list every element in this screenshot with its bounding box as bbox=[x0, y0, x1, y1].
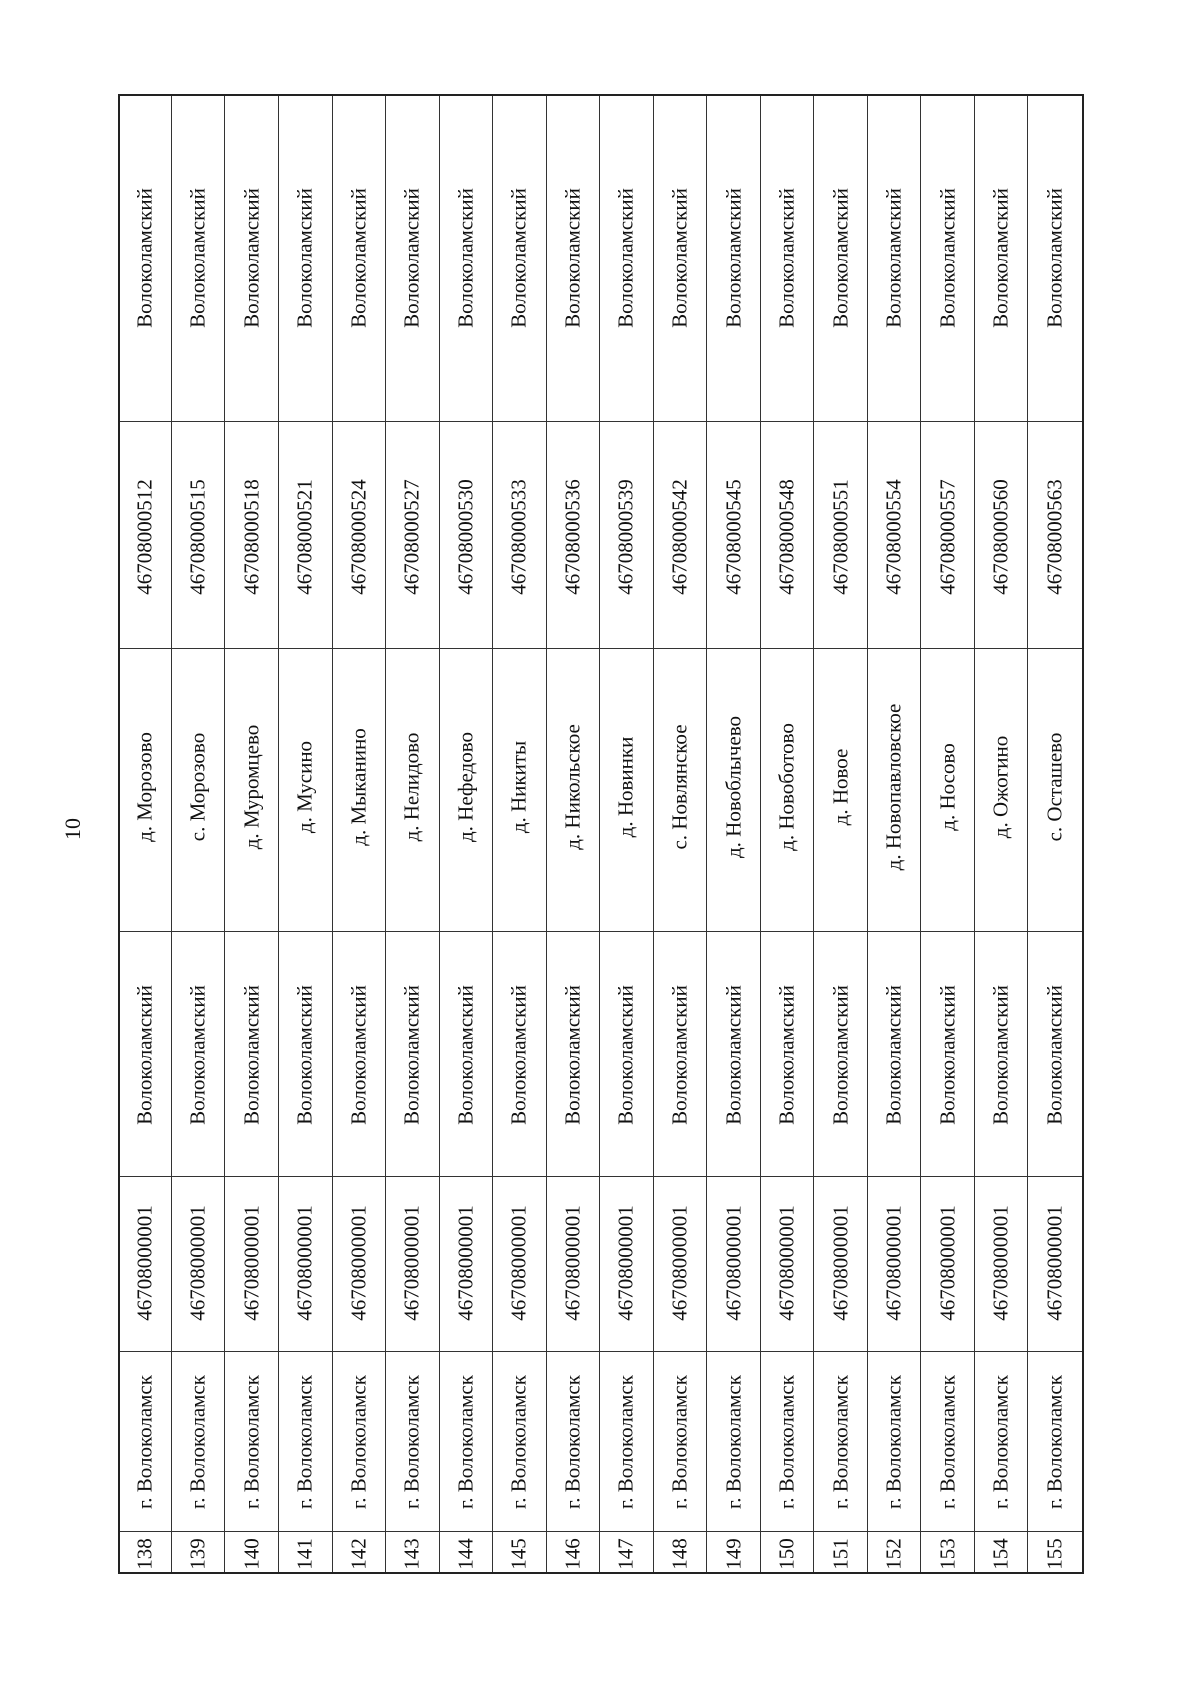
city-cell bbox=[547, 1351, 600, 1531]
district-cell bbox=[975, 96, 1028, 421]
district-text: Волоколамский bbox=[560, 188, 585, 328]
city-text: г. Волоколамск bbox=[453, 1375, 478, 1509]
city-text: г. Волоколамск bbox=[667, 1375, 692, 1509]
table-row bbox=[386, 96, 440, 1572]
city-cell bbox=[120, 1351, 171, 1531]
settlement-cell bbox=[600, 648, 653, 931]
city-code-cell bbox=[975, 1176, 1028, 1351]
city-code-text: 46708000001 bbox=[239, 1205, 264, 1321]
settlement-text: д. Новое bbox=[828, 748, 853, 826]
district-text: Волоколамский bbox=[721, 188, 746, 328]
district-text: Волоколамский bbox=[881, 188, 906, 328]
settlement-code-text: 46708000521 bbox=[292, 479, 317, 595]
settlement-code-cell bbox=[333, 421, 386, 648]
city-text: г. Волоколамск bbox=[239, 1375, 264, 1509]
table-row bbox=[761, 96, 815, 1572]
city-text: г. Волоколамск bbox=[988, 1375, 1013, 1509]
table-row bbox=[654, 96, 708, 1572]
settlement-text: д. Носово bbox=[935, 743, 960, 831]
city-district-text: Волоколамский bbox=[721, 985, 746, 1125]
city-district-text: Волоколамский bbox=[185, 985, 210, 1125]
settlement-cell bbox=[386, 648, 439, 931]
city-district-text: Волоколамский bbox=[774, 985, 799, 1125]
city-cell bbox=[386, 1351, 439, 1531]
city-district-cell bbox=[440, 931, 493, 1176]
city-cell bbox=[493, 1351, 546, 1531]
district-text: Волоколамский bbox=[292, 188, 317, 328]
row-number-text: 138 bbox=[132, 1538, 157, 1570]
settlement-cell bbox=[975, 648, 1028, 931]
city-code-cell bbox=[333, 1176, 386, 1351]
district-text: Волоколамский bbox=[346, 188, 371, 328]
city-code-text: 46708000001 bbox=[881, 1205, 906, 1321]
table-row bbox=[868, 96, 922, 1572]
district-cell bbox=[600, 96, 653, 421]
city-district-cell bbox=[921, 931, 974, 1176]
settlement-text: д. Нелидово bbox=[399, 732, 424, 842]
city-cell bbox=[279, 1351, 332, 1531]
city-code-text: 46708000001 bbox=[132, 1205, 157, 1321]
settlement-text: д. Муромцево bbox=[239, 724, 264, 850]
row-number-cell bbox=[225, 1531, 278, 1576]
city-cell bbox=[225, 1351, 278, 1531]
district-cell bbox=[1028, 96, 1082, 421]
settlement-code-text: 46708000530 bbox=[453, 479, 478, 595]
row-number-text: 149 bbox=[721, 1538, 746, 1570]
district-text: Волоколамский bbox=[506, 188, 531, 328]
city-code-text: 46708000001 bbox=[613, 1205, 638, 1321]
city-district-cell bbox=[279, 931, 332, 1176]
city-text: г. Волоколамск bbox=[613, 1375, 638, 1509]
table-row bbox=[547, 96, 601, 1572]
settlement-code-text: 46708000542 bbox=[667, 479, 692, 595]
city-code-cell bbox=[600, 1176, 653, 1351]
city-code-cell bbox=[921, 1176, 974, 1351]
row-number-text: 141 bbox=[292, 1538, 317, 1570]
city-district-text: Волоколамский bbox=[292, 985, 317, 1125]
city-code-text: 46708000001 bbox=[988, 1205, 1013, 1321]
city-code-text: 46708000001 bbox=[828, 1205, 853, 1321]
city-district-text: Волоколамский bbox=[1042, 985, 1067, 1125]
settlement-cell bbox=[921, 648, 974, 931]
row-number-text: 152 bbox=[881, 1538, 906, 1570]
row-number-cell bbox=[868, 1531, 921, 1576]
district-cell bbox=[761, 96, 814, 421]
row-number-text: 139 bbox=[185, 1538, 210, 1570]
city-district-text: Волоколамский bbox=[988, 985, 1013, 1125]
district-text: Волоколамский bbox=[613, 188, 638, 328]
city-district-cell bbox=[1028, 931, 1082, 1176]
settlement-cell bbox=[868, 648, 921, 931]
row-number-text: 140 bbox=[239, 1538, 264, 1570]
city-code-cell bbox=[707, 1176, 760, 1351]
table-row bbox=[225, 96, 279, 1572]
district-text: Волоколамский bbox=[774, 188, 799, 328]
city-code-cell bbox=[547, 1176, 600, 1351]
city-district-text: Волоколамский bbox=[828, 985, 853, 1125]
row-number-cell bbox=[707, 1531, 760, 1576]
city-text: г. Волоколамск bbox=[506, 1375, 531, 1509]
row-number-cell bbox=[600, 1531, 653, 1576]
city-district-cell bbox=[707, 931, 760, 1176]
row-number-text: 153 bbox=[935, 1538, 960, 1570]
table-row bbox=[279, 96, 333, 1572]
city-code-text: 46708000001 bbox=[774, 1205, 799, 1321]
row-number-cell bbox=[654, 1531, 707, 1576]
city-cell bbox=[814, 1351, 867, 1531]
settlement-code-cell bbox=[172, 421, 225, 648]
city-district-text: Волоколамский bbox=[560, 985, 585, 1125]
city-district-cell bbox=[654, 931, 707, 1176]
city-text: г. Волоколамск bbox=[399, 1375, 424, 1509]
row-number-text: 146 bbox=[560, 1538, 585, 1570]
city-code-text: 46708000001 bbox=[399, 1205, 424, 1321]
city-code-text: 46708000001 bbox=[560, 1205, 585, 1321]
city-district-cell bbox=[333, 931, 386, 1176]
settlement-code-cell bbox=[600, 421, 653, 648]
settlement-text: д. Новоблычево bbox=[721, 715, 746, 859]
district-text: Волоколамский bbox=[828, 188, 853, 328]
row-number-text: 142 bbox=[346, 1538, 371, 1570]
row-number-text: 154 bbox=[988, 1538, 1013, 1570]
table-row bbox=[120, 96, 172, 1572]
settlement-text: с. Морозово bbox=[185, 732, 210, 842]
row-number-cell bbox=[120, 1531, 171, 1576]
row-number-text: 155 bbox=[1042, 1538, 1067, 1570]
city-cell bbox=[333, 1351, 386, 1531]
district-text: Волоколамский bbox=[185, 188, 210, 328]
settlement-cell bbox=[120, 648, 171, 931]
city-text: г. Волоколамск bbox=[292, 1375, 317, 1509]
row-number-cell bbox=[386, 1531, 439, 1576]
city-text: г. Волоколамск bbox=[828, 1375, 853, 1509]
settlement-code-text: 46708000539 bbox=[613, 479, 638, 595]
city-text: г. Волоколамск bbox=[132, 1375, 157, 1509]
settlement-code-text: 46708000533 bbox=[506, 479, 531, 595]
city-cell bbox=[975, 1351, 1028, 1531]
settlement-text: д. Нефедово bbox=[453, 731, 478, 843]
settlement-code-cell bbox=[654, 421, 707, 648]
row-number-cell bbox=[814, 1531, 867, 1576]
row-number-text: 145 bbox=[506, 1538, 531, 1570]
row-number-text: 143 bbox=[399, 1538, 424, 1570]
settlement-text: д. Мыканино bbox=[346, 728, 371, 846]
city-code-text: 46708000001 bbox=[721, 1205, 746, 1321]
settlement-text: д. Мусино bbox=[292, 740, 317, 834]
district-cell bbox=[279, 96, 332, 421]
city-district-text: Волоколамский bbox=[453, 985, 478, 1125]
city-district-text: Волоколамский bbox=[239, 985, 264, 1125]
settlement-text: д. Новопавловское bbox=[881, 703, 906, 871]
city-district-cell bbox=[120, 931, 171, 1176]
district-cell bbox=[440, 96, 493, 421]
district-cell bbox=[868, 96, 921, 421]
settlement-text: д. Ожогино bbox=[988, 735, 1013, 839]
city-cell bbox=[761, 1351, 814, 1531]
settlement-text: д. Новинки bbox=[613, 736, 638, 838]
district-text: Волоколамский bbox=[667, 188, 692, 328]
city-district-text: Волоколамский bbox=[935, 985, 960, 1125]
settlement-cell bbox=[1028, 648, 1082, 931]
city-text: г. Волоколамск bbox=[721, 1375, 746, 1509]
settlement-code-cell bbox=[707, 421, 760, 648]
district-text: Волоколамский bbox=[988, 188, 1013, 328]
city-district-cell bbox=[761, 931, 814, 1176]
settlement-cell bbox=[333, 648, 386, 931]
city-cell bbox=[172, 1351, 225, 1531]
city-district-cell bbox=[868, 931, 921, 1176]
city-code-cell bbox=[493, 1176, 546, 1351]
page-number: 10 bbox=[60, 818, 85, 840]
district-text: Волоколамский bbox=[399, 188, 424, 328]
row-number-cell bbox=[761, 1531, 814, 1576]
settlement-text: д. Морозово bbox=[132, 732, 157, 842]
settlement-cell bbox=[225, 648, 278, 931]
table-row bbox=[921, 96, 975, 1572]
settlement-code-cell bbox=[279, 421, 332, 648]
settlement-cell bbox=[547, 648, 600, 931]
settlement-code-text: 46708000524 bbox=[346, 479, 371, 595]
city-cell bbox=[868, 1351, 921, 1531]
settlement-code-cell bbox=[921, 421, 974, 648]
city-district-text: Волоколамский bbox=[667, 985, 692, 1125]
city-code-text: 46708000001 bbox=[185, 1205, 210, 1321]
row-number-cell bbox=[547, 1531, 600, 1576]
settlement-cell bbox=[440, 648, 493, 931]
city-code-cell bbox=[386, 1176, 439, 1351]
settlement-code-text: 46708000536 bbox=[560, 479, 585, 595]
city-code-cell bbox=[1028, 1176, 1082, 1351]
district-text: Волоколамский bbox=[453, 188, 478, 328]
city-cell bbox=[600, 1351, 653, 1531]
row-number-text: 150 bbox=[774, 1538, 799, 1570]
settlement-code-cell bbox=[547, 421, 600, 648]
settlement-code-text: 46708000548 bbox=[774, 479, 799, 595]
row-number-cell bbox=[975, 1531, 1028, 1576]
settlement-text: д. Новоботово bbox=[774, 723, 799, 851]
city-district-cell bbox=[386, 931, 439, 1176]
city-code-text: 46708000001 bbox=[453, 1205, 478, 1321]
table-row bbox=[1028, 96, 1082, 1572]
city-code-text: 46708000001 bbox=[667, 1205, 692, 1321]
settlement-cell bbox=[761, 648, 814, 931]
settlement-cell bbox=[814, 648, 867, 931]
settlement-code-cell bbox=[386, 421, 439, 648]
row-number-text: 144 bbox=[453, 1538, 478, 1570]
district-cell bbox=[225, 96, 278, 421]
city-cell bbox=[707, 1351, 760, 1531]
settlement-text: с. Осташево bbox=[1042, 732, 1067, 842]
settlement-code-cell bbox=[975, 421, 1028, 648]
city-code-cell bbox=[279, 1176, 332, 1351]
city-code-text: 46708000001 bbox=[506, 1205, 531, 1321]
city-text: г. Волоколамск bbox=[774, 1375, 799, 1509]
settlement-code-cell bbox=[1028, 421, 1082, 648]
district-cell bbox=[654, 96, 707, 421]
settlement-text: с. Новлянское bbox=[667, 724, 692, 850]
row-number-cell bbox=[921, 1531, 974, 1576]
city-code-cell bbox=[761, 1176, 814, 1351]
district-text: Волоколамский bbox=[1042, 188, 1067, 328]
district-cell bbox=[172, 96, 225, 421]
district-cell bbox=[493, 96, 546, 421]
settlement-text: д. Никольское bbox=[560, 724, 585, 850]
city-cell bbox=[440, 1351, 493, 1531]
district-cell bbox=[120, 96, 171, 421]
city-text: г. Волоколамск bbox=[1042, 1375, 1067, 1509]
settlement-cell bbox=[279, 648, 332, 931]
city-code-text: 46708000001 bbox=[1042, 1205, 1067, 1321]
district-text: Волоколамский bbox=[132, 188, 157, 328]
settlement-code-text: 46708000515 bbox=[185, 479, 210, 595]
table-row bbox=[814, 96, 868, 1572]
city-text: г. Волоколамск bbox=[881, 1375, 906, 1509]
city-district-text: Волоколамский bbox=[506, 985, 531, 1125]
settlement-code-cell bbox=[493, 421, 546, 648]
city-code-cell bbox=[654, 1176, 707, 1351]
settlement-code-text: 46708000518 bbox=[239, 479, 264, 595]
city-district-cell bbox=[814, 931, 867, 1176]
settlement-code-cell bbox=[440, 421, 493, 648]
settlement-code-cell bbox=[120, 421, 171, 648]
settlement-cell bbox=[493, 648, 546, 931]
city-district-text: Волоколамский bbox=[132, 985, 157, 1125]
district-cell bbox=[814, 96, 867, 421]
settlement-code-text: 46708000545 bbox=[721, 479, 746, 595]
settlement-cell bbox=[172, 648, 225, 931]
table-row bbox=[172, 96, 226, 1572]
settlement-cell bbox=[707, 648, 760, 931]
row-number-text: 147 bbox=[613, 1538, 638, 1570]
city-text: г. Волоколамск bbox=[560, 1375, 585, 1509]
row-number-cell bbox=[279, 1531, 332, 1576]
table-row bbox=[440, 96, 494, 1572]
district-cell bbox=[386, 96, 439, 421]
row-number-cell bbox=[440, 1531, 493, 1576]
settlements-table bbox=[118, 94, 1084, 1574]
city-cell bbox=[921, 1351, 974, 1531]
city-text: г. Волоколамск bbox=[185, 1375, 210, 1509]
district-cell bbox=[707, 96, 760, 421]
city-district-text: Волоколамский bbox=[613, 985, 638, 1125]
row-number-cell bbox=[172, 1531, 225, 1576]
settlement-cell bbox=[654, 648, 707, 931]
district-text: Волоколамский bbox=[935, 188, 960, 328]
settlement-code-text: 46708000554 bbox=[881, 479, 906, 595]
settlement-code-cell bbox=[761, 421, 814, 648]
city-text: г. Волоколамск bbox=[346, 1375, 371, 1509]
city-code-cell bbox=[868, 1176, 921, 1351]
district-cell bbox=[921, 96, 974, 421]
city-district-text: Волоколамский bbox=[881, 985, 906, 1125]
settlement-text: д. Никиты bbox=[506, 740, 531, 834]
settlement-code-text: 46708000512 bbox=[132, 479, 157, 595]
district-cell bbox=[547, 96, 600, 421]
settlement-code-text: 46708000551 bbox=[828, 479, 853, 595]
row-number-cell bbox=[493, 1531, 546, 1576]
city-code-text: 46708000001 bbox=[292, 1205, 317, 1321]
city-district-cell bbox=[225, 931, 278, 1176]
city-district-text: Волоколамский bbox=[399, 985, 424, 1125]
table-row bbox=[600, 96, 654, 1572]
settlement-code-cell bbox=[814, 421, 867, 648]
city-code-cell bbox=[172, 1176, 225, 1351]
table-row bbox=[707, 96, 761, 1572]
city-district-cell bbox=[493, 931, 546, 1176]
row-number-cell bbox=[1028, 1531, 1082, 1576]
city-cell bbox=[654, 1351, 707, 1531]
city-code-cell bbox=[814, 1176, 867, 1351]
settlement-code-text: 46708000557 bbox=[935, 479, 960, 595]
row-number-text: 148 bbox=[667, 1538, 692, 1570]
settlement-code-cell bbox=[225, 421, 278, 648]
table-row bbox=[975, 96, 1029, 1572]
settlement-code-text: 46708000527 bbox=[399, 479, 424, 595]
table-row bbox=[333, 96, 387, 1572]
district-text: Волоколамский bbox=[239, 188, 264, 328]
city-text: г. Волоколамск bbox=[935, 1375, 960, 1509]
city-district-cell bbox=[172, 931, 225, 1176]
city-code-cell bbox=[120, 1176, 171, 1351]
table-row bbox=[493, 96, 547, 1572]
city-code-cell bbox=[225, 1176, 278, 1351]
city-cell bbox=[1028, 1351, 1082, 1531]
row-number-cell bbox=[333, 1531, 386, 1576]
settlement-code-text: 46708000563 bbox=[1042, 479, 1067, 595]
settlement-code-text: 46708000560 bbox=[988, 479, 1013, 595]
city-district-cell bbox=[547, 931, 600, 1176]
district-cell bbox=[333, 96, 386, 421]
city-district-cell bbox=[975, 931, 1028, 1176]
city-code-cell bbox=[440, 1176, 493, 1351]
city-district-text: Волоколамский bbox=[346, 985, 371, 1125]
settlement-code-cell bbox=[868, 421, 921, 648]
city-district-cell bbox=[600, 931, 653, 1176]
city-code-text: 46708000001 bbox=[935, 1205, 960, 1321]
row-number-text: 151 bbox=[828, 1538, 853, 1570]
city-code-text: 46708000001 bbox=[346, 1205, 371, 1321]
